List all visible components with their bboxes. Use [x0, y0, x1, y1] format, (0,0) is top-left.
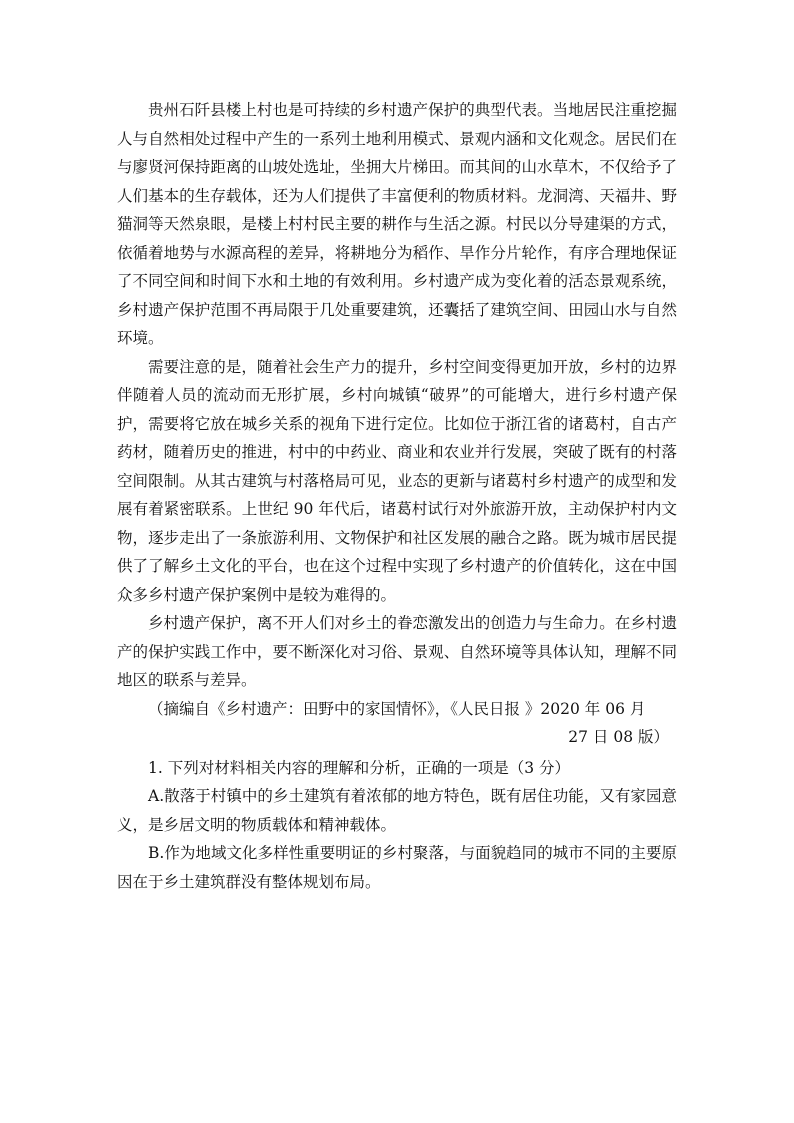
- article-paragraph-3: 乡村遗产保护，离不开人们对乡土的眷恋激发出的创造力与生命力。在乡村遗产的保护实践工作中，要不断深化对习俗、景观、自然环境等具体认知，理解不同地区的联系与差异。: [117, 614, 677, 689]
- article-paragraph-1: 贵州石阡县楼上村也是可持续的乡村遗产保护的典型代表。当地居民注重挖掘人与自然相处过程中产生的一系列土地利用模式、景观内涵和文化观念。居民们在与廖贤河保持距离的山坡处选址，坐拥大片梯田。而其间的山水草木，不仅给予了人们基本的生存载体，还为人们提供了丰富便利的物质材料。龙洞湾、天福井、野猫洞等天然泉眼，是楼上村村民主要的耕作与生活之源。村民以分导建渠的方式，依循着地势与水源高程的差异，将耕地分为稻作、旱作分片轮作，有序合理地保证了不同空间和时间下水和土地的有效利用。乡村遗产成为变化着的活态景观系统，乡村遗产保护范围不再局限于几处重要建筑，还囊括了建筑空间、田园山水与自然环境。: [117, 101, 677, 347]
- source-citation-date: 27 日 08 版）: [568, 728, 669, 746]
- article-paragraph-2: 需要注意的是，随着社会生产力的提升，乡村空间变得更加开放，乡村的边界伴随着人员的流动而无形扩展，乡村向城镇“破界”的可能增大，进行乡村遗产保护，需要将它放在城乡关系的视角下进行定位。比如位于浙江省的诸葛村，自古产药材，随着历史的推进，村中的中药业、商业和农业并行发展，突破了既有的村落空间限制。从其古建筑与村落格局可见，业态的更新与诸葛村乡村遗产的成型和发展有着紧密联系。上世纪 90 年代后，诸葛村试行对外旅游开放，主动保护村内文物，逐步走出了一条旅游利用、文物保护和社区发展的融合之路。既为城市居民提供了了解乡土文化的平台，也在这个过程中实现了乡村遗产的价值转化，这在中国众多乡村遗产保护案例中是较为难得的。: [117, 357, 677, 604]
- document-page: [117, 96, 677, 896]
- question-option-b: B.作为地域文化多样性重要明证的乡村聚落，与面貌趋同的城市不同的主要原因在于乡土建筑群没有整体规划布局。: [117, 844, 677, 891]
- source-citation: （摘编自《乡村遗产：田野中的家国情怀》，《人民日报 》2020 年 06 月: [148, 699, 646, 718]
- question-option-a: A.散落于村镇中的乡土建筑有着浓郁的地方特色，既有居住功能，又有家园意义，是乡居文明的物质载体和精神载体。: [117, 787, 677, 834]
- question-stem: 1. 下列对材料相关内容的理解和分析，正确的一项是（3 分）: [148, 758, 571, 777]
